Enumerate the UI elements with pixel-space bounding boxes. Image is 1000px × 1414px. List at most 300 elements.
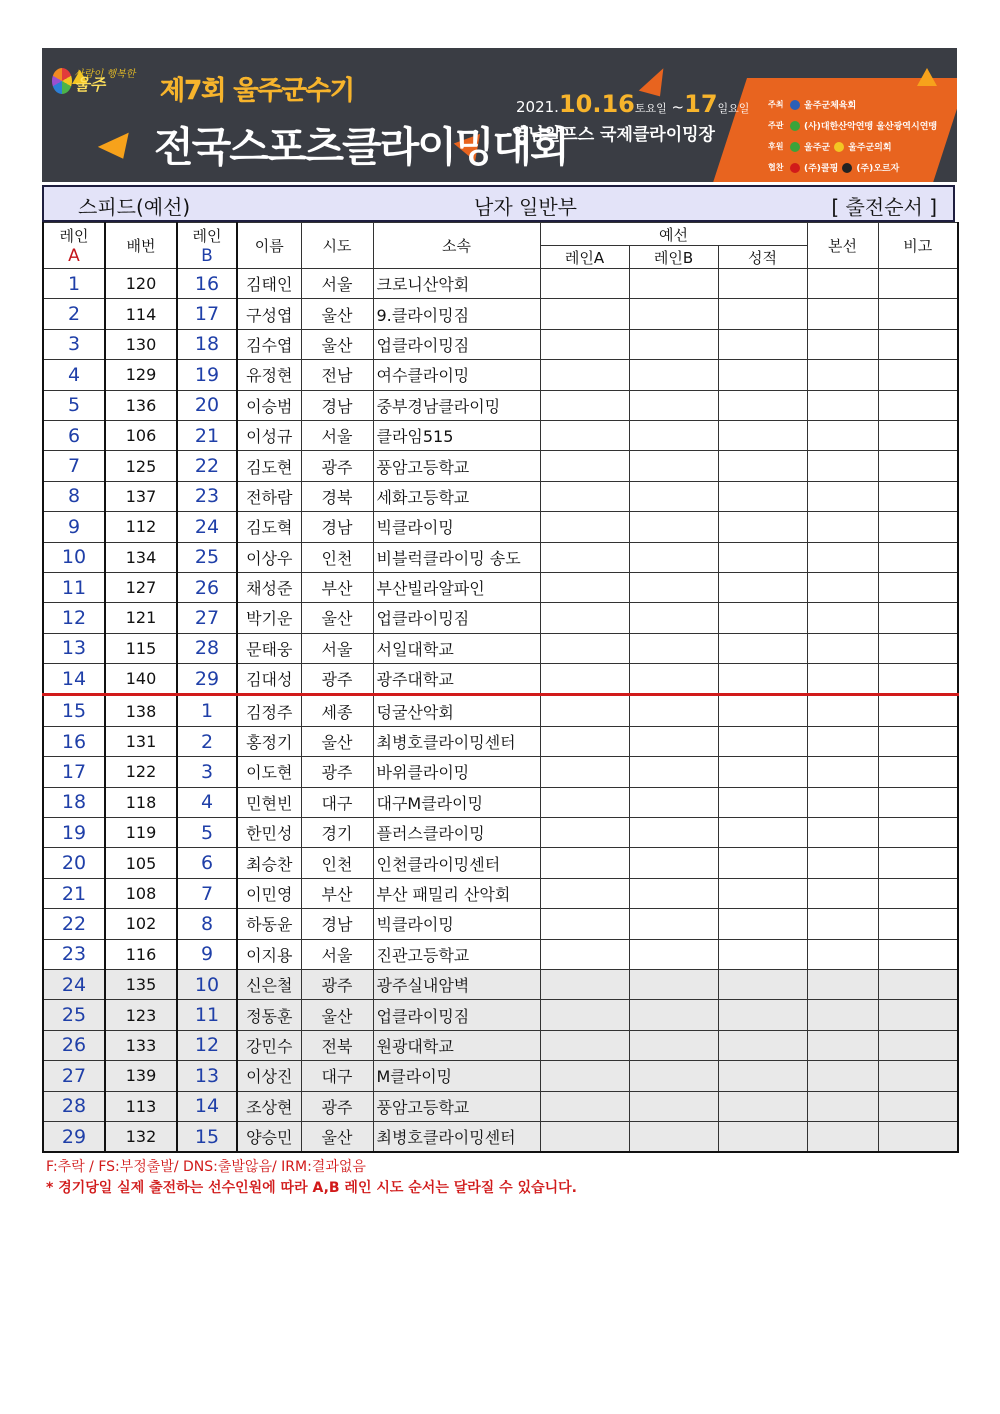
col-bib: 배번 [105,223,177,269]
lane-a-cell: 19 [43,818,105,848]
prelim-lane-a-cell [540,695,629,726]
sponsor-key: 후원 [768,142,784,151]
table-row [43,726,958,756]
prelim-lane-b-cell [629,664,718,695]
note-cell [878,603,958,633]
event-venue: 영남알프스 국제클라이밍장 [512,125,715,145]
affiliation-cell: 덩굴산악회 [373,695,540,726]
region-cell: 광주 [301,451,373,481]
sponsor-name: 울주군체육회 [804,101,857,111]
lane-a-cell: 25 [43,1000,105,1030]
prelim-lane-a-cell [540,420,629,450]
lane-a-cell: 24 [43,969,105,999]
table-row [43,909,958,939]
prelim-lane-a-cell [540,1121,629,1152]
table-row [43,603,958,633]
bib-cell: 130 [105,329,177,359]
region-cell: 인천 [301,542,373,572]
lane-b-cell: 16 [177,269,237,299]
bib-cell: 125 [105,451,177,481]
table-row [43,481,958,511]
final-cell [807,757,878,787]
affiliation-cell: 플러스클라이밍 [373,818,540,848]
affiliation-cell: 빅클라이밍 [373,909,540,939]
prelim-lane-b-cell [629,939,718,969]
region-cell: 경남 [301,909,373,939]
table-row [43,695,958,726]
lane-a-cell: 20 [43,848,105,878]
lane-b-cell: 22 [177,451,237,481]
prelim-result-cell [718,818,807,848]
prelim-lane-a-cell [540,633,629,663]
final-cell [807,1121,878,1152]
note-cell [878,939,958,969]
lane-a-cell: 17 [43,757,105,787]
final-cell [807,512,878,542]
affiliation-cell: 업클라이밍짐 [373,603,540,633]
prelim-lane-a-cell [540,329,629,359]
sponsor-row [768,115,957,136]
lane-b-cell: 27 [177,603,237,633]
region-cell: 서울 [301,269,373,299]
prelim-lane-b-cell [629,1121,718,1152]
name-cell: 민현빈 [237,787,301,817]
name-cell: 김태인 [237,269,301,299]
note-cell [878,664,958,695]
bib-cell: 108 [105,878,177,908]
lane-b-cell: 28 [177,633,237,663]
table-row [43,299,958,329]
region-cell: 전남 [301,360,373,390]
name-cell: 김도현 [237,451,301,481]
lane-b-cell: 15 [177,1121,237,1152]
prelim-result-cell [718,848,807,878]
lane-a-cell: 28 [43,1091,105,1121]
bib-cell: 129 [105,360,177,390]
bib-cell: 133 [105,1030,177,1060]
prelim-result-cell [718,1121,807,1152]
prelim-lane-b-cell [629,390,718,420]
lane-a-cell: 21 [43,878,105,908]
note-cell [878,848,958,878]
final-cell [807,878,878,908]
region-cell: 울산 [301,1121,373,1152]
table-row [43,269,958,299]
lane-a-cell: 14 [43,664,105,695]
sponsor-key: 주최 [768,100,784,109]
prelim-lane-b-cell [629,757,718,787]
prelim-lane-a-cell [540,1061,629,1091]
document-type: [ 출전순서 ] [831,195,937,219]
final-cell [807,969,878,999]
final-cell [807,420,878,450]
region-cell: 대구 [301,787,373,817]
name-cell: 홍정기 [237,726,301,756]
bib-cell: 121 [105,603,177,633]
name-cell: 이상진 [237,1061,301,1091]
lane-b-cell: 8 [177,909,237,939]
affiliation-cell: 진관고등학교 [373,939,540,969]
affiliation-cell: 광주대학교 [373,664,540,695]
region-cell: 전북 [301,1030,373,1060]
region-cell: 경기 [301,818,373,848]
prelim-lane-b-cell [629,878,718,908]
bib-cell: 138 [105,695,177,726]
affiliation-cell: 바위클라이밍 [373,757,540,787]
date-end: 17 [684,90,718,118]
prelim-lane-b-cell [629,633,718,663]
affiliation-cell: 부산 패밀리 산악회 [373,878,540,908]
prelim-lane-b-cell [629,1061,718,1091]
ulju-logo [52,66,148,96]
prelim-result-cell [718,757,807,787]
prelim-result-cell [718,1000,807,1030]
region-cell: 광주 [301,664,373,695]
lane-a-cell: 6 [43,420,105,450]
affiliation-cell: M클라이밍 [373,1061,540,1091]
lane-a-cell: 16 [43,726,105,756]
lane-b-cell: 26 [177,572,237,602]
bib-cell: 123 [105,1000,177,1030]
col-prelim-lane-b: 레인B [629,246,718,269]
region-cell: 서울 [301,939,373,969]
affiliation-cell: 크로니산악회 [373,269,540,299]
lane-a-cell: 23 [43,939,105,969]
table-row [43,1030,958,1060]
final-cell [807,390,878,420]
prelim-lane-a-cell [540,299,629,329]
note-cell [878,360,958,390]
lane-b-cell: 19 [177,360,237,390]
prelim-lane-b-cell [629,572,718,602]
name-cell: 이민영 [237,878,301,908]
lane-b-cell: 20 [177,390,237,420]
name-cell: 이도현 [237,757,301,787]
note-cell [878,633,958,663]
sponsor-name-2: (주)오르자 [856,164,900,174]
lane-a-cell: 1 [43,269,105,299]
note-cell [878,390,958,420]
prelim-result-cell [718,1061,807,1091]
sponsor-row [768,94,957,115]
affiliation-cell: 9.클라이밍짐 [373,299,540,329]
prelim-lane-a-cell [540,909,629,939]
region-cell: 세종 [301,695,373,726]
sponsor-name: 울주군 [804,143,831,153]
emblem-icon [790,100,800,110]
lane-a-cell: 18 [43,787,105,817]
date-end-day: 일요일 [717,102,750,115]
col-lane-a-label: 레인 [59,227,89,245]
affiliation-cell: 여수클라이밍 [373,360,540,390]
prelim-result-cell [718,664,807,695]
affiliation-cell: 업클라이밍짐 [373,329,540,359]
prelim-result-cell [718,909,807,939]
table-row [43,878,958,908]
bib-cell: 115 [105,633,177,663]
final-cell [807,451,878,481]
prelim-result-cell [718,481,807,511]
name-cell: 채성준 [237,572,301,602]
lane-b-cell: 5 [177,818,237,848]
affiliation-cell: 최병호클라이밍센터 [373,726,540,756]
prelim-lane-a-cell [540,848,629,878]
affiliation-cell: 부산빌라알파인 [373,572,540,602]
region-cell: 울산 [301,726,373,756]
col-final: 본선 [807,223,878,269]
prelim-lane-b-cell [629,1091,718,1121]
prelim-lane-a-cell [540,1030,629,1060]
bib-cell: 139 [105,1061,177,1091]
note-cell [878,878,958,908]
prelim-result-cell [718,390,807,420]
region-cell: 서울 [301,420,373,450]
prelim-result-cell [718,572,807,602]
table-row [43,818,958,848]
name-cell: 김도혁 [237,512,301,542]
decor-triangle [98,123,134,158]
prelim-lane-a-cell [540,969,629,999]
prelim-lane-a-cell [540,787,629,817]
name-cell: 김수엽 [237,329,301,359]
lane-a-cell: 5 [43,390,105,420]
affiliation-cell: 풍암고등학교 [373,1091,540,1121]
prelim-result-cell [718,726,807,756]
logo-text-small: 사람이 행복한 [74,68,136,80]
note-cell [878,269,958,299]
final-cell [807,726,878,756]
affiliation-cell: 광주실내암벽 [373,969,540,999]
table-row [43,1121,958,1152]
table-row [43,542,958,572]
note-cell [878,481,958,511]
decor-triangle [917,68,937,86]
lane-a-cell: 9 [43,512,105,542]
lane-a-cell: 3 [43,329,105,359]
prelim-lane-a-cell [540,726,629,756]
name-cell: 이성규 [237,420,301,450]
lane-a-cell: 2 [43,299,105,329]
lane-a-cell: 7 [43,451,105,481]
prelim-lane-a-cell [540,572,629,602]
note-cell [878,451,958,481]
note-cell [878,969,958,999]
prelim-lane-b-cell [629,909,718,939]
bib-cell: 137 [105,481,177,511]
name-cell: 문태웅 [237,633,301,663]
region-cell: 광주 [301,969,373,999]
prelim-result-cell [718,420,807,450]
sponsor-key: 협찬 [768,163,784,172]
bib-cell: 102 [105,909,177,939]
lane-a-cell: 26 [43,1030,105,1060]
table-row [43,1091,958,1121]
logo-text [74,70,148,93]
bib-cell: 119 [105,818,177,848]
name-cell: 강민수 [237,1030,301,1060]
prelim-lane-a-cell [540,664,629,695]
lane-b-cell: 7 [177,878,237,908]
prelim-lane-a-cell [540,390,629,420]
bib-cell: 113 [105,1091,177,1121]
prelim-result-cell [718,542,807,572]
col-lane-b-label: 레인 [192,227,222,245]
affiliation-cell: 중부경남클라이밍 [373,390,540,420]
col-lane-b [177,223,237,269]
emblem-icon [790,163,800,173]
logo-text-big: 울주 [74,74,106,94]
col-region: 시도 [301,223,373,269]
prelim-lane-b-cell [629,512,718,542]
prelim-result-cell [718,969,807,999]
bib-cell: 134 [105,542,177,572]
emblem-icon [790,142,800,152]
name-cell: 김대성 [237,664,301,695]
name-cell: 최승찬 [237,848,301,878]
bib-cell: 106 [105,420,177,450]
lane-b-cell: 21 [177,420,237,450]
final-cell [807,695,878,726]
prelim-lane-a-cell [540,818,629,848]
affiliation-cell: 세화고등학교 [373,481,540,511]
bib-cell: 122 [105,757,177,787]
region-cell: 광주 [301,1091,373,1121]
event-name: 스피드(예선) [78,195,191,219]
final-cell [807,1061,878,1091]
table-row [43,664,958,695]
lane-b-cell: 23 [177,481,237,511]
prelim-lane-a-cell [540,878,629,908]
affiliation-cell: 빅클라이밍 [373,512,540,542]
prelim-lane-b-cell [629,818,718,848]
note-cell [878,1000,958,1030]
affiliation-cell: 비블럭클라이밍 송도 [373,542,540,572]
note-cell [878,1121,958,1152]
lane-b-cell: 3 [177,757,237,787]
name-cell: 유정현 [237,360,301,390]
legend-footnote: F:추락 / FS:부정출발/ DNS:출발않음/ IRM:결과없음 [46,1159,366,1175]
flower-logo-icon [52,68,72,94]
name-cell: 한민성 [237,818,301,848]
emblem-icon [834,142,844,152]
affiliation-cell: 서일대학교 [373,633,540,663]
note-cell [878,818,958,848]
bib-cell: 131 [105,726,177,756]
table-row [43,939,958,969]
final-cell [807,360,878,390]
name-cell: 신은철 [237,969,301,999]
note-cell [878,299,958,329]
division-name: 남자 일반부 [474,195,577,219]
prelim-result-cell [718,1030,807,1060]
table-row [43,848,958,878]
lane-b-cell: 17 [177,299,237,329]
bib-cell: 120 [105,269,177,299]
table-row [43,420,958,450]
region-cell: 경남 [301,512,373,542]
name-cell: 구성엽 [237,299,301,329]
final-cell [807,481,878,511]
lane-a-cell: 29 [43,1121,105,1152]
bib-cell: 135 [105,969,177,999]
prelim-lane-a-cell [540,1000,629,1030]
note-cell [878,329,958,359]
lane-a-cell: 8 [43,481,105,511]
prelim-lane-b-cell [629,451,718,481]
prelim-lane-a-cell [540,757,629,787]
prelim-lane-b-cell [629,1030,718,1060]
sponsor-list [768,94,957,178]
affiliation-cell: 인천클라이밍센터 [373,848,540,878]
table-row [43,969,958,999]
sponsor-row [768,136,957,157]
region-cell: 광주 [301,757,373,787]
lane-b-cell: 12 [177,1030,237,1060]
final-cell [807,664,878,695]
region-cell: 울산 [301,329,373,359]
lane-b-cell: 9 [177,939,237,969]
note-cell [878,572,958,602]
prelim-lane-a-cell [540,451,629,481]
table-row [43,757,958,787]
prelim-result-cell [718,451,807,481]
col-name: 이름 [237,223,301,269]
date-start: 10.16 [558,90,635,118]
prelim-lane-b-cell [629,542,718,572]
bib-cell: 118 [105,787,177,817]
prelim-result-cell [718,939,807,969]
table-row [43,787,958,817]
lane-a-cell: 4 [43,360,105,390]
lane-a-cell: 27 [43,1061,105,1091]
bib-cell: 140 [105,664,177,695]
lane-b-cell: 24 [177,512,237,542]
final-cell [807,329,878,359]
name-cell: 전하람 [237,481,301,511]
name-cell: 이승범 [237,390,301,420]
note-cell [878,542,958,572]
name-cell: 조상현 [237,1091,301,1121]
lane-b-cell: 1 [177,695,237,726]
banner-title-line1: 제7회 울주군수기 [160,76,354,106]
affiliation-cell: 풍암고등학교 [373,451,540,481]
lane-a-cell: 13 [43,633,105,663]
col-prelim-result: 성적 [718,246,807,269]
prelim-lane-a-cell [540,939,629,969]
final-cell [807,1091,878,1121]
final-cell [807,1000,878,1030]
note-cell [878,1061,958,1091]
date-start-day: 토요일 [634,102,667,115]
event-banner [42,48,957,182]
emblem-icon [842,163,852,173]
name-cell: 이지용 [237,939,301,969]
prelim-result-cell [718,329,807,359]
bib-cell: 127 [105,572,177,602]
prelim-result-cell [718,269,807,299]
region-cell: 부산 [301,878,373,908]
note-cell [878,787,958,817]
sponsor-row [768,157,957,178]
prelim-lane-b-cell [629,269,718,299]
note-cell [878,512,958,542]
region-cell: 경북 [301,481,373,511]
note-cell [878,1091,958,1121]
region-cell: 경남 [301,390,373,420]
lane-b-cell: 29 [177,664,237,695]
region-cell: 울산 [301,603,373,633]
banner-title-line2: 전국스포츠클라이밍대회 [154,123,568,171]
